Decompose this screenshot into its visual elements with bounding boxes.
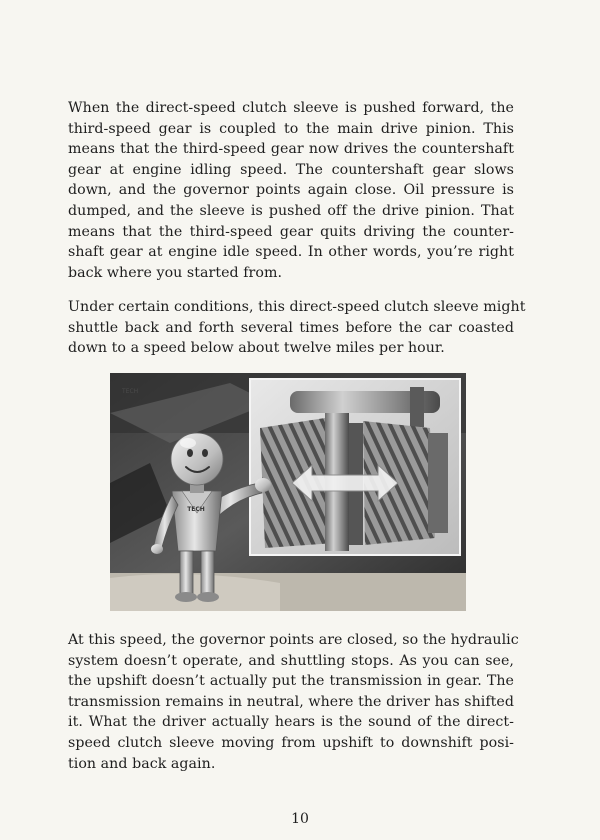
text-line: down to a speed below about twelve miles per hour.	[68, 340, 445, 357]
text-line: transmission remains in neutral, where the driver has shifted	[68, 693, 514, 710]
text-line: dumped, and the sleeve is pushed off the drive pinion. That	[68, 202, 514, 219]
text-line: the upshift doesn’t actually put the transmission in gear. The	[68, 673, 514, 690]
text-line: tion and back again.	[68, 755, 216, 772]
text-line: Under certain conditions, this direct-speed clutch sleeve might	[68, 299, 526, 315]
paragraph-2	[68, 297, 526, 359]
figure-label: TECH	[122, 388, 139, 395]
text-line: shuttle back and forth several times before the car coasted	[68, 319, 514, 336]
text-line: speed clutch sleeve moving from upshift to downshift posi-	[68, 734, 514, 751]
page-number: 10	[291, 811, 309, 827]
text-line: means that the third-speed gear now drives the countershaft	[68, 141, 514, 158]
text-line: down, and the governor points again close. Oil pressure is	[68, 182, 514, 199]
text-line: When the direct-speed clutch sleeve is pushed forward, the	[68, 100, 514, 116]
text-line: it. What the driver actually hears is the sound of the direct-	[68, 714, 514, 731]
text-line: back where you started from.	[68, 264, 283, 281]
text-line: gear at engine idling speed. The countershaft gear slows	[68, 161, 514, 178]
text-line: At this speed, the governor points are closed, so the hydraulic	[68, 632, 519, 648]
text-line: shaft gear at engine idle speed. In other words, you’re right	[68, 244, 514, 261]
text-line: third-speed gear is coupled to the main drive pinion. This	[68, 120, 514, 137]
transmission-illustration	[110, 373, 466, 611]
paragraph-1	[68, 98, 514, 283]
text-line: means that the third-speed gear quits driving the counter-	[68, 223, 514, 240]
text-line: system doesn’t operate, and shuttling stops. As you can see,	[68, 652, 514, 669]
paragraph-3	[68, 630, 519, 774]
mascot-badge: TECH	[187, 506, 205, 513]
